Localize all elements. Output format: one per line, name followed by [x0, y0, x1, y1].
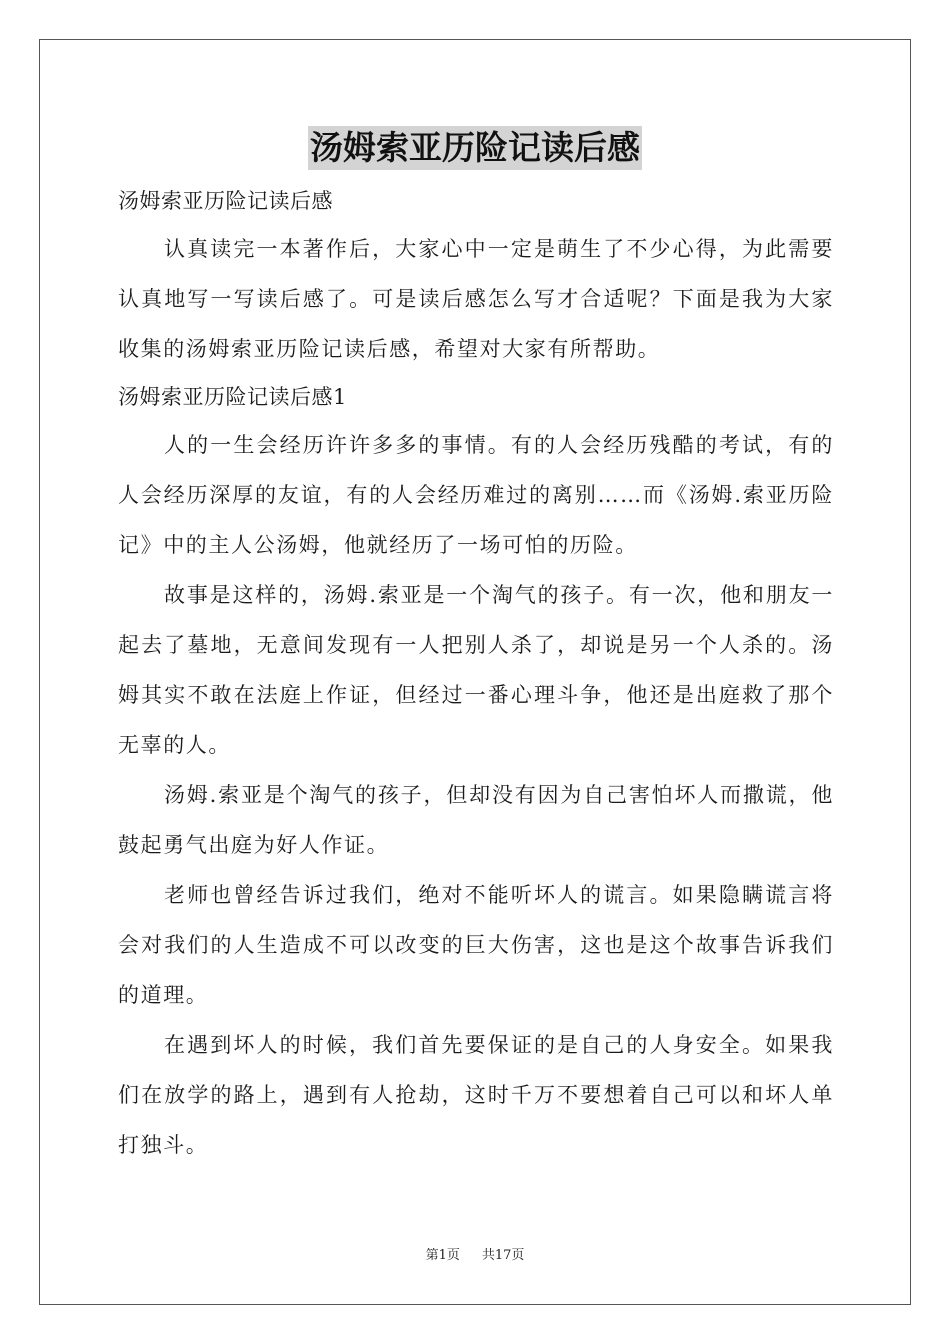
body-paragraph: 汤姆.索亚是个淘气的孩子，但却没有因为自己害怕坏人而撒谎，他鼓起勇气出庭为好人作证。	[118, 783, 834, 857]
page-total: 共17页	[481, 1248, 525, 1263]
body-paragraph: 老师也曾经告诉过我们，绝对不能听坏人的谎言。如果隐瞒谎言将会对我们的人生造成不可以改变的巨大伤害，这也是这个故事告诉我们的道理。	[118, 883, 834, 1007]
page-footer	[0, 1247, 950, 1265]
subtitle-heading: 汤姆索亚历险记读后感	[118, 189, 333, 213]
page-number: 第1页	[425, 1248, 460, 1263]
section-heading-1: 汤姆索亚历险记读后感1	[118, 385, 347, 409]
body-paragraph: 人的一生会经历许许多多的事情。有的人会经历残酷的考试，有的人会经历深厚的友谊，有的人会经历难过的离别……而《汤姆.索亚历险记》中的主人公汤姆，他就经历了一场可怕的历险。	[118, 433, 834, 557]
body-paragraph: 在遇到坏人的时候，我们首先要保证的是自己的人身安全。如果我们在放学的路上，遇到有人抢劫，这时千万不要想着自己可以和坏人单打独斗。	[118, 1033, 834, 1157]
body-paragraph: 故事是这样的，汤姆.索亚是一个淘气的孩子。有一次，他和朋友一起去了墓地，无意间发现有一人把别人杀了，却说是另一个人杀的。汤姆其实不敢在法庭上作证，但经过一番心理斗争，他还是出庭救了那个无辜的人。	[118, 583, 834, 757]
title-container	[0, 126, 950, 170]
document-body	[118, 178, 834, 1170]
intro-paragraph: 认真读完一本著作后，大家心中一定是萌生了不少心得，为此需要认真地写一写读后感了。可是读后感怎么写才合适呢？下面是我为大家收集的汤姆索亚历险记读后感，希望对大家有所帮助。	[118, 237, 834, 361]
document-title: 汤姆索亚历险记读后感	[308, 126, 642, 170]
